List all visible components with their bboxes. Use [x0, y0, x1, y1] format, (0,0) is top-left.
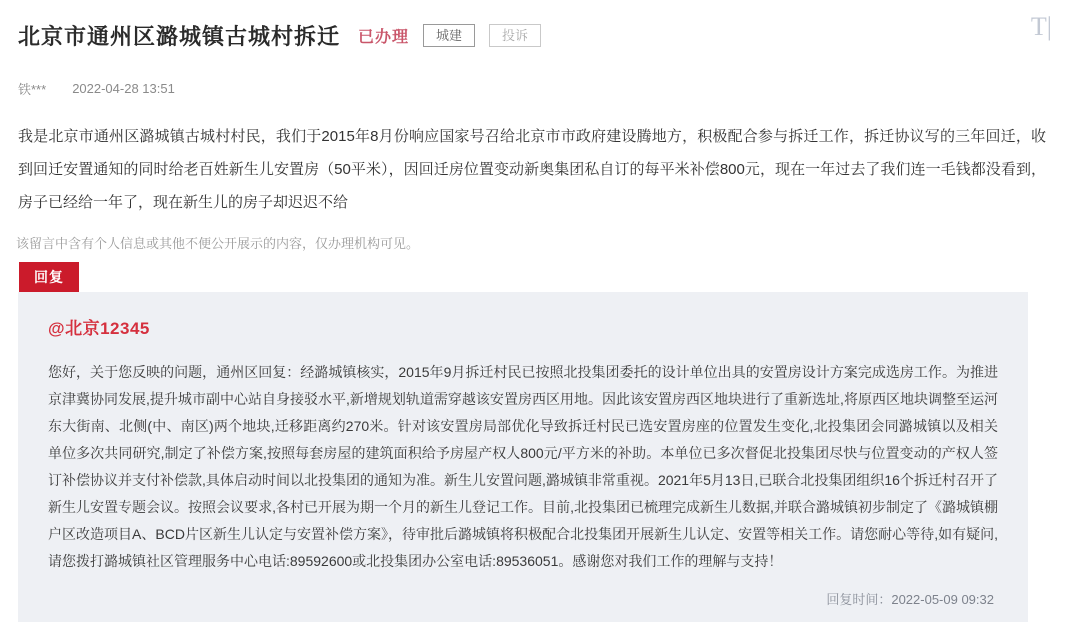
watermark-logo: T| — [1030, 12, 1052, 41]
privacy-note: 该留言中含有个人信息或其他不便公开展示的内容，仅办理机构可见。 — [16, 236, 420, 251]
reply-time — [48, 589, 998, 608]
reply-mention[interactable]: @北京12345 — [48, 319, 150, 338]
reply-content: 您好，关于您反映的问题，通州区回复：经潞城镇核实，2015年9月拆迁村民已按照北投集团委托的设计单位出具的安置房设计方案完成选房工作。为推进京津冀协同发展,提升城市副中心站自身接驳水平,新增规划轨道需穿越该安置房西区用地。因此该安置房西区地块进行了重新选址,将原西区地块调整至运河东大街南、北侧(中、南区)两个地块,迁移距离约270米。针对该安置房局部优化导致拆迁村民已选安置房座的位置发生变化,北投集团会同潞城镇以及相关单位多次共同研究,制定了补偿方案,按照每套房屋的建筑面积给予房屋产权人800元/平方米的补助。本单位已多次督促北投集团尽快与位置变动的产权人签订补偿协议并支付补偿款,具体启动时间以北投集团的通知为准。新生儿安置问题,潞城镇非常重视。2021年5月13日,已联合北投集团组织16个拆迁村召开了新生儿安置专题会议。按照会议要求,各村已开展为期一个月的新生儿登记工作。目前,北投集团已梳理完成新生儿数据,并联合潞城镇初步制定了《潞城镇棚户区改造项目A、BCD片区新生儿认定与安置补偿方案》，待审批后潞城镇将积极配合北投集团开展新生儿认定、安置等相关工作。请您耐心等待,如有疑问,请您拨打潞城镇社区管理服务中心电话:89592600或北投集团办公室电话:89536051。感谢您对我们工作的理解与支持！ — [48, 364, 998, 569]
page-title: 北京市通州区潞城镇古城村拆迁 — [18, 24, 341, 49]
status-badge: 已办理 — [358, 29, 410, 46]
tag-type[interactable]: 投诉 — [489, 24, 541, 48]
reply-button[interactable]: 回复 — [19, 262, 79, 292]
post-datetime: 2022-04-28 13:51 — [72, 81, 175, 96]
tag-category[interactable]: 城建 — [423, 24, 475, 48]
reply-time-value: 2022-05-09 09:32 — [891, 592, 994, 607]
header — [14, 20, 1060, 51]
reply-time-label: 回复时间： — [826, 592, 892, 607]
post-content: 我是北京市通州区潞城镇古城村村民，我们于2015年8月份响应国家号召给北京市市政府建设腾地方，积极配合参与拆迁工作，拆迁协议写的三年回迁，收到回迁安置通知的同时给老百姓新生儿安置房（50平米），因回迁房位置变动新奥集团私自订的每平米补偿800元，现在一年过去了我们连一毛钱都没看到，房子已经给一年了，现在新生儿的房子却迟迟不给 — [18, 128, 1046, 211]
post-author: 铁*** — [18, 82, 47, 97]
post-meta — [14, 79, 1060, 98]
reply-panel — [18, 292, 1028, 622]
